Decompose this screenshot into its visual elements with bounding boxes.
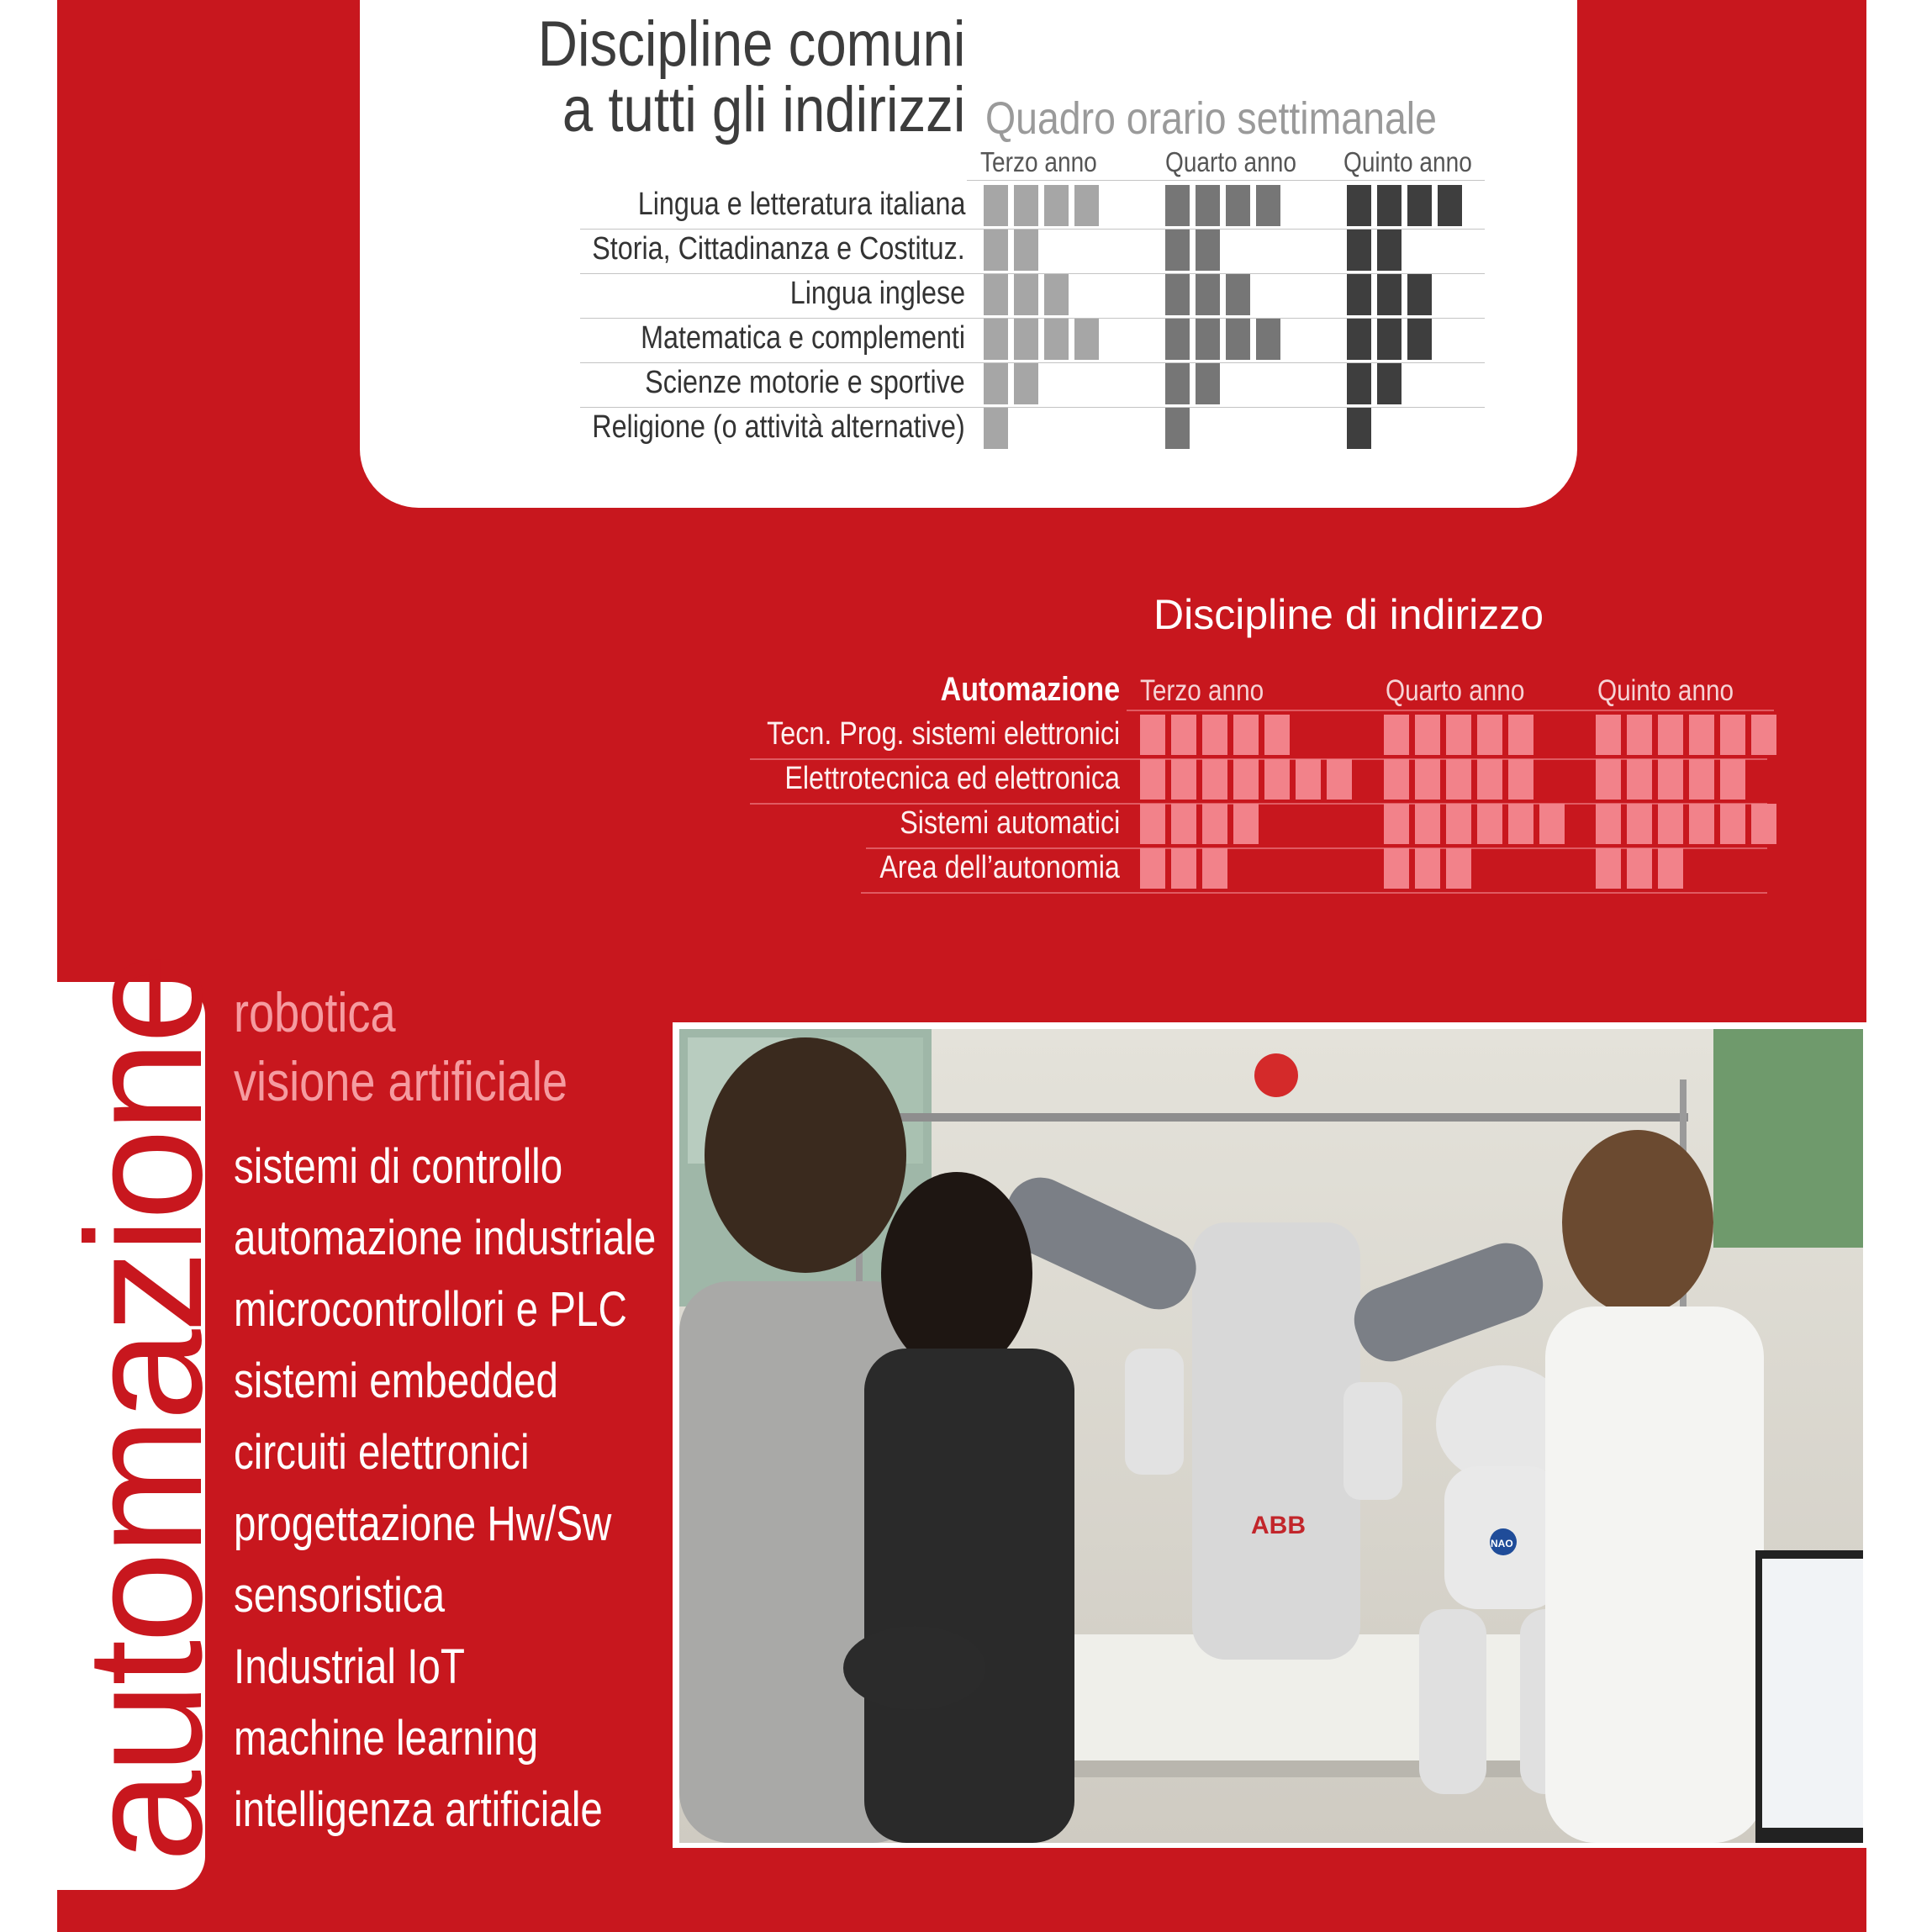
hour-block: [1171, 759, 1196, 800]
discipline-label: Lingua e letteratura italiana: [637, 187, 965, 222]
topic-item: Industrial IoT: [234, 1639, 465, 1694]
topic-item: intelligenza artificiale: [234, 1782, 603, 1837]
hour-block: [1539, 804, 1565, 844]
hour-block: [1596, 715, 1621, 755]
hour-block: [1044, 274, 1069, 315]
hour-block: [1014, 274, 1038, 315]
topic-item: circuiti elettronici: [234, 1425, 530, 1480]
hour-block: [1044, 185, 1069, 226]
hour-block: [1438, 185, 1462, 226]
hour-block: [1407, 274, 1432, 315]
photo-illustration: [679, 1029, 1863, 1843]
hour-block: [1596, 759, 1621, 800]
hour-block: [1347, 408, 1371, 449]
hour-block: [1226, 274, 1250, 315]
hour-block: [1658, 848, 1683, 889]
hour-block: [1377, 274, 1401, 315]
topic-item: sensoristica: [234, 1568, 446, 1623]
hour-block: [1140, 759, 1165, 800]
hour-block: [1202, 804, 1227, 844]
discipline-label: Religione (o attività alternative): [592, 409, 965, 445]
robot-brand-text: ABB: [1251, 1512, 1306, 1539]
hour-block: [1196, 319, 1220, 360]
hour-block: [1347, 363, 1371, 404]
hour-block: [1202, 848, 1227, 889]
hour-block: [1627, 759, 1652, 800]
hour-block: [1407, 319, 1432, 360]
hour-block: [1446, 848, 1471, 889]
hour-block: [1508, 715, 1533, 755]
hour-block: [1196, 185, 1220, 226]
hour-block: [1171, 848, 1196, 889]
discipline-label: Area dell’autonomia: [879, 850, 1120, 885]
hour-block: [1384, 848, 1409, 889]
row-divider: [1127, 710, 1774, 711]
hour-block: [1256, 319, 1280, 360]
hour-block: [984, 230, 1008, 271]
hour-block: [984, 274, 1008, 315]
specialization-header: Automazione: [940, 671, 1120, 708]
hour-block: [1627, 715, 1652, 755]
hour-block: [1658, 715, 1683, 755]
discipline-label: Scienze motorie e sportive: [645, 365, 965, 400]
hour-block: [1074, 319, 1099, 360]
topic-item: progettazione Hw/Sw: [234, 1497, 612, 1551]
hour-block: [1689, 759, 1714, 800]
hour-block: [1477, 715, 1502, 755]
hour-block: [1384, 759, 1409, 800]
hour-block: [1327, 759, 1352, 800]
hour-block: [1226, 319, 1250, 360]
hour-block: [1074, 185, 1099, 226]
hour-block: [984, 185, 1008, 226]
hour-block: [1347, 230, 1371, 271]
hour-block: [1171, 715, 1196, 755]
year-header: Quinto anno: [1343, 146, 1472, 177]
topic-item: sistemi di controllo: [234, 1139, 563, 1194]
hour-block: [1165, 230, 1190, 271]
hour-block: [1014, 230, 1038, 271]
year-header: Terzo anno: [980, 146, 1097, 177]
hour-block: [1264, 759, 1290, 800]
hour-block: [1165, 319, 1190, 360]
highlight-visione: visione artificiale: [234, 1050, 568, 1112]
topic-item: sistemi embedded: [234, 1354, 558, 1408]
hour-block: [1384, 804, 1409, 844]
weekly-schedule-subtitle: Quadro orario settimanale: [985, 93, 1437, 144]
hour-block: [1415, 759, 1440, 800]
hour-block: [1264, 715, 1290, 755]
highlight-robotica: robotica: [234, 981, 396, 1043]
robotics-lab-photo: [679, 1029, 1863, 1843]
hour-block: [1508, 804, 1533, 844]
hour-block: [1596, 804, 1621, 844]
hour-block: [1751, 804, 1776, 844]
hour-block: [1256, 185, 1280, 226]
hour-block: [1446, 715, 1471, 755]
row-divider: [967, 180, 1485, 181]
hour-block: [1658, 804, 1683, 844]
hour-block: [1226, 185, 1250, 226]
hour-block: [1296, 759, 1321, 800]
hour-block: [1196, 363, 1220, 404]
discipline-label: Tecn. Prog. sistemi elettronici: [766, 716, 1120, 752]
hour-block: [1014, 319, 1038, 360]
hour-block: [1627, 848, 1652, 889]
hour-block: [1377, 185, 1401, 226]
hour-block: [1347, 185, 1371, 226]
year-header: Terzo anno: [1140, 674, 1264, 707]
year-header: Quinto anno: [1597, 674, 1734, 707]
hour-block: [1140, 848, 1165, 889]
hour-block: [1014, 363, 1038, 404]
topic-item: machine learning: [234, 1711, 539, 1766]
hour-block: [1377, 363, 1401, 404]
common-disciplines-title: Discipline comuni a tutti gli indirizzi: [537, 8, 965, 145]
hour-block: [1596, 848, 1621, 889]
discipline-label: Matematica e complementi: [641, 320, 965, 356]
hour-block: [1446, 759, 1471, 800]
hour-block: [1347, 274, 1371, 315]
hour-block: [1140, 804, 1165, 844]
hour-block: [1014, 185, 1038, 226]
hour-block: [1658, 759, 1683, 800]
hour-block: [1196, 230, 1220, 271]
hour-block: [1477, 804, 1502, 844]
specialization-title: Discipline di indirizzo: [1153, 591, 1544, 638]
hour-block: [1377, 230, 1401, 271]
discipline-label: Sistemi automatici: [899, 805, 1120, 841]
year-header: Quarto anno: [1165, 146, 1296, 177]
hour-block: [1407, 185, 1432, 226]
hour-block: [1508, 759, 1533, 800]
hour-block: [1233, 759, 1259, 800]
hour-block: [984, 319, 1008, 360]
hour-block: [1415, 848, 1440, 889]
hour-block: [1689, 804, 1714, 844]
automazione-vertical-label: automazione: [52, 955, 236, 1862]
hour-block: [984, 363, 1008, 404]
hour-block: [1165, 363, 1190, 404]
hour-block: [1196, 274, 1220, 315]
hour-block: [1044, 319, 1069, 360]
hour-block: [1751, 715, 1776, 755]
hour-block: [1165, 408, 1190, 449]
hour-block: [1377, 319, 1401, 360]
hour-block: [1477, 759, 1502, 800]
hour-block: [1347, 319, 1371, 360]
hour-block: [1171, 804, 1196, 844]
hour-block: [1233, 715, 1259, 755]
hour-block: [1720, 759, 1745, 800]
hour-block: [1140, 715, 1165, 755]
hour-block: [1415, 804, 1440, 844]
hour-block: [1202, 715, 1227, 755]
discipline-label: Storia, Cittadinanza e Costituz.: [592, 231, 965, 267]
hour-block: [1446, 804, 1471, 844]
discipline-label: Elettrotecnica ed elettronica: [784, 761, 1120, 796]
discipline-label: Lingua inglese: [789, 276, 965, 311]
hour-block: [1384, 715, 1409, 755]
year-header: Quarto anno: [1386, 674, 1525, 707]
hour-block: [1720, 804, 1745, 844]
topic-item: automazione industriale: [234, 1211, 657, 1265]
hour-block: [1165, 274, 1190, 315]
hour-block: [1689, 715, 1714, 755]
hour-block: [1720, 715, 1745, 755]
hour-block: [1233, 804, 1259, 844]
hour-block: [984, 408, 1008, 449]
nao-label-text: NAO: [1491, 1538, 1513, 1549]
topic-item: microcontrollori e PLC: [234, 1282, 627, 1337]
row-divider: [861, 892, 1767, 894]
hour-block: [1627, 804, 1652, 844]
hour-block: [1165, 185, 1190, 226]
hour-block: [1202, 759, 1227, 800]
hour-block: [1415, 715, 1440, 755]
